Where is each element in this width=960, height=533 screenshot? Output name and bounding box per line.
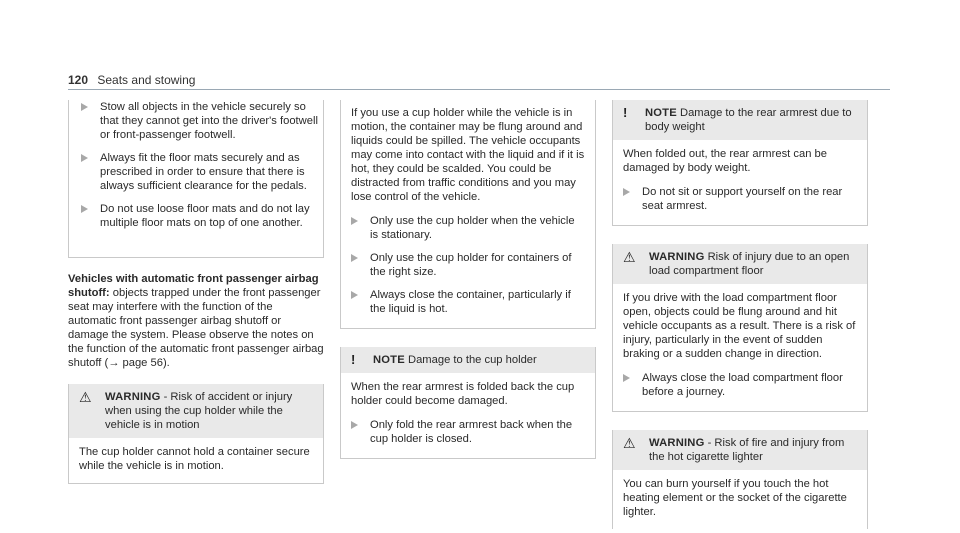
warning-header: ⚠ WARNING - Risk of fire and injury from the hot cigarette lighter: [613, 430, 867, 470]
cigarette-lighter-warning: [612, 430, 868, 529]
column-3: [612, 100, 868, 529]
page-number: 120: [68, 73, 89, 87]
list-item: Always close the container, particularly if the liquid is hot.: [351, 288, 585, 316]
load-floor-warning: [612, 244, 868, 412]
arrow-icon: [623, 188, 630, 196]
list-item: Only use the cup holder when the vehicle is stationary.: [351, 214, 585, 242]
cup-holder-warning: [68, 384, 324, 484]
list-item: Only fold the rear armrest back when the cup holder is closed.: [351, 418, 585, 446]
warning-body: The cup holder cannot hold a container secure while the vehicle is in motion.: [79, 446, 310, 472]
header-divider: [68, 89, 890, 90]
airbag-paragraph: [68, 272, 324, 370]
exclamation-icon: !: [351, 352, 356, 367]
warning-triangle-icon: ⚠: [623, 249, 636, 265]
stowing-bullets-box: [68, 100, 324, 258]
section-title-header: Seats and stowing: [97, 73, 196, 87]
airbag-text: objects trapped under the front passenger seat may interfere with the function of the automatic front passenger airbag shutoff or damage the system. Please observe the notes on the function of the automatic front passenger airbag shutoff (→ page 56).: [68, 287, 324, 369]
note-body: When the rear armrest is folded back the cup holder could become damaged. Only fold the rear armrest back when the cup holder is closed.: [341, 373, 595, 458]
note-body: When folded out, the rear armrest can be damaged by body weight. Do not sit or support yourself on the rear seat armrest.: [613, 140, 867, 225]
warning-body: You can burn yourself if you touch the hot heating element or the socket of the cigarette lighter.: [623, 478, 847, 518]
cup-holder-continued-box: [340, 100, 596, 329]
cup-holder-intro: If you use a cup holder while the vehicle is in motion, the container may be flung around and liquids could be spilled. The vehicle occupants may come into contact with the liquid and if it is hot, they could be scalded. You could be distracted from traffic conditions and you may lose control of the vehicle.: [351, 107, 585, 203]
warning-triangle-icon: ⚠: [79, 389, 92, 405]
list-item: Do not use loose floor mats and do not lay multiple floor mats on top of one another.: [69, 202, 319, 230]
list-item: Stow all objects in the vehicle securely so that they cannot get into the driver's footwell or front-passenger footwell.: [69, 100, 319, 142]
arrow-icon: [81, 154, 88, 162]
warning-header: ⚠ WARNING - Risk of accident or injury when using the cup holder while the vehicle is in motion: [69, 384, 323, 438]
exclamation-icon: !: [623, 105, 628, 120]
arrow-icon: [351, 291, 358, 299]
arrow-icon: [81, 205, 88, 213]
list-item: Only use the cup holder for containers of the right size.: [351, 251, 585, 279]
warning-triangle-icon: ⚠: [623, 435, 636, 451]
list-item: Always close the load compartment floor before a journey.: [623, 371, 857, 399]
arrow-icon: [351, 217, 358, 225]
warning-header: ⚠ WARNING Risk of injury due to an open load compartment floor: [613, 244, 867, 284]
list-item: Do not sit or support yourself on the rear seat armrest.: [623, 185, 857, 213]
column-2: [340, 100, 596, 459]
arrow-icon: [81, 103, 88, 111]
note-header: ! NOTE Damage to the cup holder: [341, 347, 595, 373]
warning-body: If you drive with the load compartment floor open, objects could be flung around and hit vehicle occupants as a result. There is a risk of injury, particularly in the event of sudden braking or a sudden change in direction. Always close the load compartment floor before a journey.: [623, 292, 856, 398]
cup-holder-note: [340, 347, 596, 459]
armrest-note: [612, 100, 868, 226]
arrow-icon: [623, 374, 630, 382]
arrow-icon: [351, 254, 358, 262]
airbag-title: Vehicles with automatic front passenger airbag shutoff:: [68, 273, 319, 299]
note-header: ! NOTE Damage to the rear armrest due to body weight: [613, 100, 867, 140]
column-1: [68, 100, 324, 484]
arrow-icon: [351, 421, 358, 429]
page-header: [68, 73, 195, 87]
list-item: Always fit the floor mats securely and as prescribed in order to ensure that there is always sufficient clearance for the pedals.: [69, 151, 319, 193]
